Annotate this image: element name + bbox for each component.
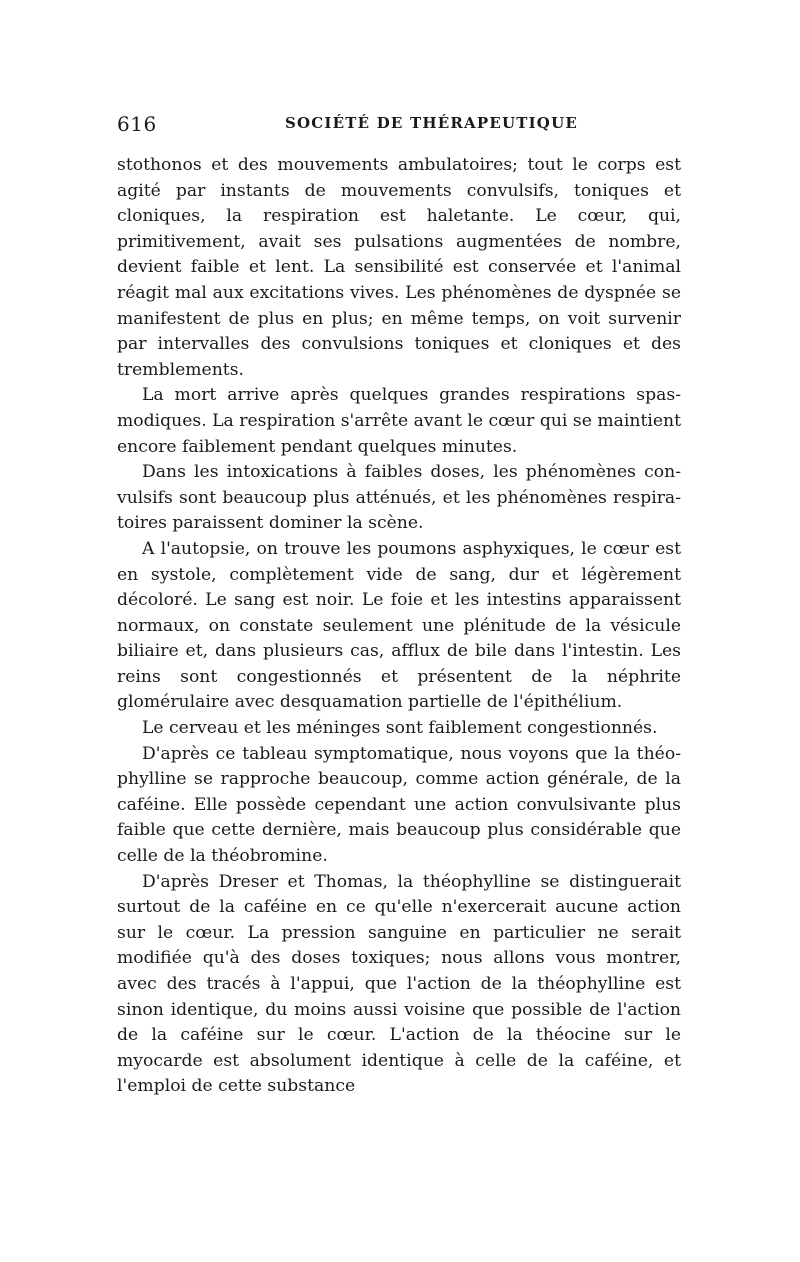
paragraph-4: A l'autopsie, on trouve les poumons asphyxiques, le cœur est en systole, complètement vide de sang, dur et légèrement décoloré. Le sang est noir. Le foie et les intestins apparaissent normaux, on constate seulement une plénitude de la vésicule biliaire et, dans plusieurs cas, afflux de bile dans l'intestin. Les reins sont congestionnés et présentent de la néphrite glomérulaire avec desquamation partielle de l'épithélium. [117, 538, 681, 713]
paragraph-1: stothonos et des mouvements ambulatoires; tout le corps est agité par instants de mouvements convulsifs, toniques et cloniques, la respiration est haletante. Le cœur, qui, primitivement, avait ses pulsations augmentées de nombre, devient faible et lent. La sensibilité est conservée et l'animal réagit mal aux excitations vives. Les phénomènes de dyspnée se manifestent de plus en plus; en même temps, on voit survenir par intervalles des convulsions toniques et cloniques et des tremblements. [117, 155, 681, 380]
paragraph-5: Le cerveau et les méninges sont faiblement congestionnés. [142, 718, 658, 739]
page-number: 616 [117, 112, 157, 136]
running-title: SOCIÉTÉ DE THÉRAPEUTIQUE [285, 114, 578, 132]
running-head [117, 112, 681, 142]
paragraph-3: Dans les intoxications à faibles doses, les phénomènes convulsifs sont beaucoup plus atténués, et les phénomènes respiratoires paraissent dominer la scène. [117, 462, 681, 534]
paragraph-6: D'après ce tableau symptomatique, nous voyons que la théophylline se rapproche beaucoup, comme action générale, de la caféine. Elle possède cependant une action convulsivante plus faible que cette dernière, mais beaucoup plus considérable que celle de la théobromine. [117, 743, 681, 867]
body-text [117, 153, 681, 1100]
paragraph-7: D'après Dreser et Thomas, la théophylline se distinguerait surtout de la caféine en ce qu'elle n'exercerait aucune action sur le cœur. La pression sanguine en particulier ne serait modifiée qu'à des doses toxiques; nous allons vous montrer, avec des tracés à l'appui, que l'action de la théophylline est sinon identique, du moins aussi voisine que possible de l'action de la caféine sur le cœur. L'action de la théocine sur le myocarde est absolument identique à celle de la caféine, et l'emploi de cette substance [117, 871, 681, 1097]
paragraph-2: La mort arrive après quelques grandes respirations spasmodiques. La respiration s'arrête avant le cœur qui se maintient encore faiblement pendant quelques minutes. [117, 385, 681, 457]
